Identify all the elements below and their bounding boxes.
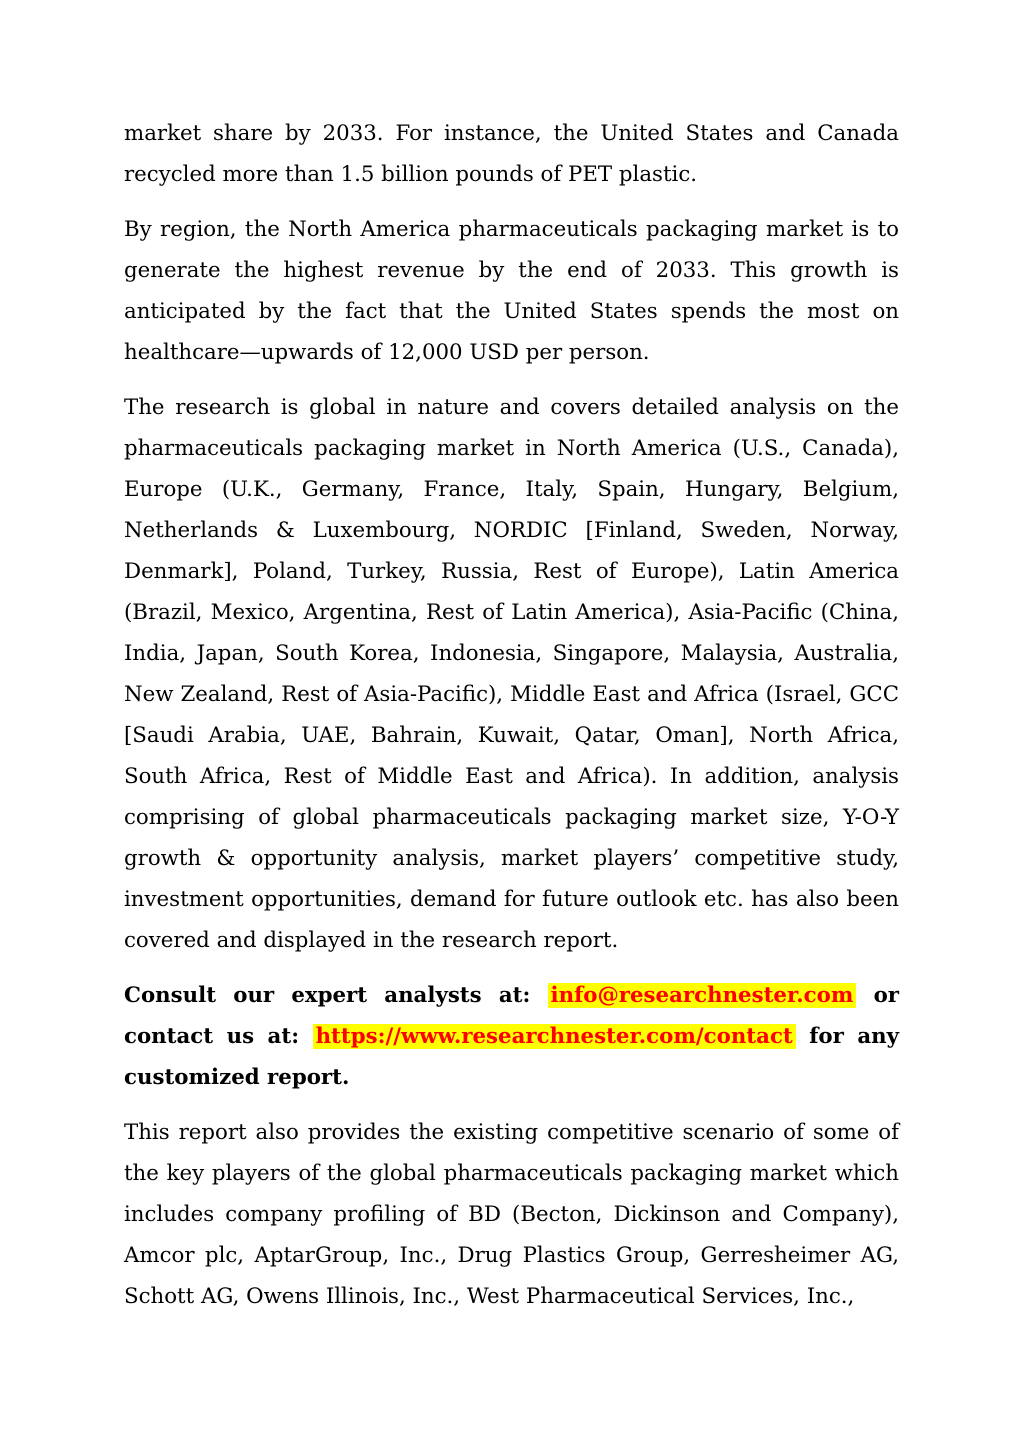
consult-middle: or contact us at: — [124, 983, 900, 1049]
consult-suffix: for any customized report. — [124, 1024, 899, 1090]
consult-prefix: Consult our expert analysts at: — [124, 983, 531, 1008]
paragraph-research-scope: The research is global in nature and covers detailed analysis on the pharmaceuticals packaging market in North America (U.S., Canada), Europe (U.K., Germany, France, Italy, Spain, Hungary, Belgium, Netherlands & Luxembourg, NORDIC [Finland, Sweden, Norway, Denmark], Poland, Turkey, Russia, Rest of Europe), Latin America (Brazil, Mexico, Argentina, Rest of Latin America), Asia-Pacific (China, India, Japan, South Korea, Indonesia, Singapore, Malaysia, Australia, New Zealand, Rest of Asia-Pacific), Middle East and Africa (Israel, GCC [Saudi Arabia, UAE, Bahrain, Kuwait, Qatar, Oman], North Africa, South Africa, Rest of Middle East and Africa). In addition, analysis comprising of global pharmaceuticals packaging market size, Y-O-Y growth & opportunity analysis, market players’ competitive study, investment opportunities, demand for future outlook etc. has also been covered and displayed in the research report. — [124, 395, 899, 953]
paragraph-north-america: By region, the North America pharmaceuticals packaging market is to generate the highest revenue by the end of 2033. This growth is anticipated by the fact that the United States spends the most on healthcare—upwards of 12,000 USD per person. — [124, 217, 899, 365]
document-page — [124, 113, 899, 1331]
paragraph-consult — [124, 975, 899, 1098]
paragraph-key-players: This report also provides the existing competitive scenario of some of the key players of the global pharmaceuticals packaging market which includes company profiling of BD (Becton, Dickinson and Company), Amcor plc, AptarGroup, Inc., Drug Plastics Group, Gerresheimer AG, Schott AG, Owens Illinois, Inc., West Pharmaceutical Services, Inc., — [124, 1120, 899, 1309]
email-link[interactable]: info@researchnester.com — [548, 983, 857, 1008]
paragraph-market-share: market share by 2033. For instance, the United States and Canada recycled more than 1.5 billion pounds of PET plastic. — [124, 121, 899, 187]
contact-url-link[interactable]: https://www.researchnester.com/contact — [313, 1024, 796, 1049]
